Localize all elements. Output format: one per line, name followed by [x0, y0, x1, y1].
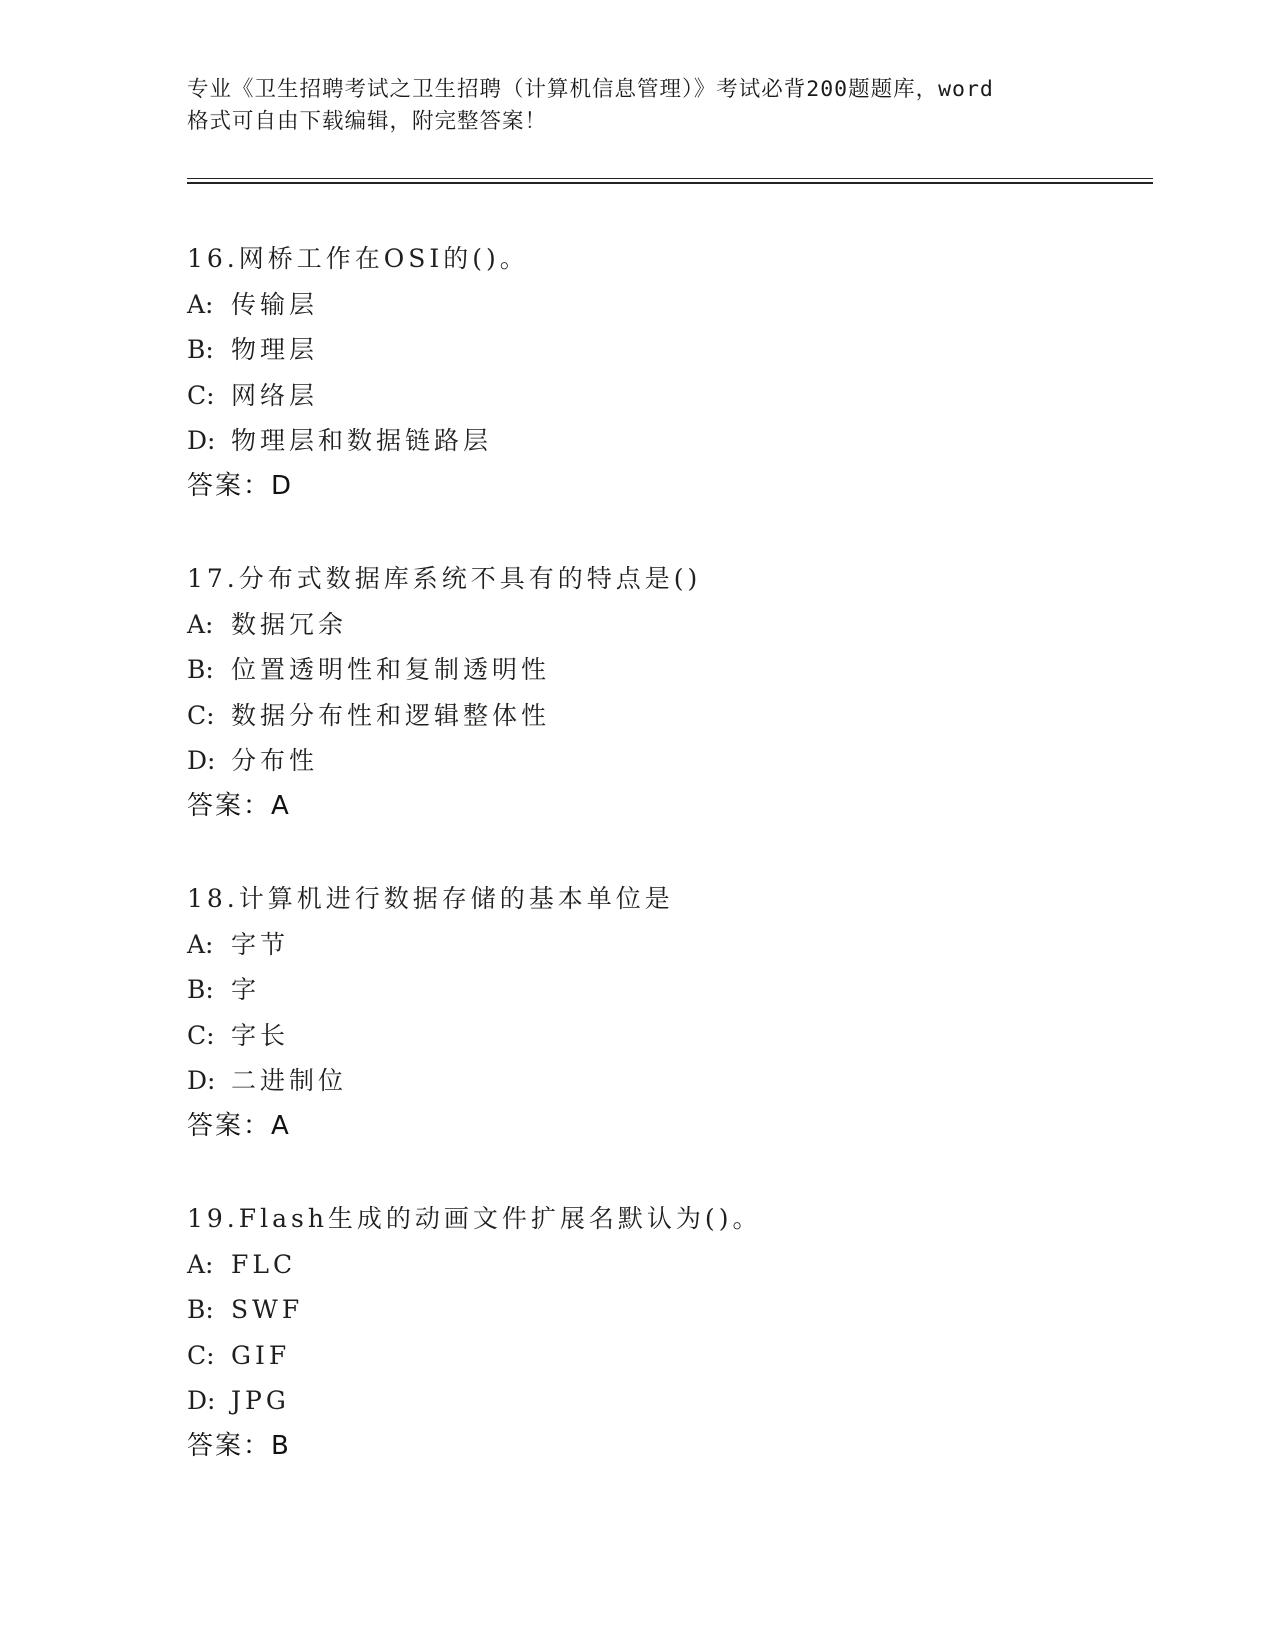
option-label: A:: [187, 929, 214, 959]
answer-line: 答案：B: [187, 1430, 291, 1461]
option-text: 字长: [231, 1020, 290, 1050]
option-d: [187, 1378, 1147, 1424]
option-a: [187, 602, 1147, 648]
option-label: C:: [187, 1020, 215, 1050]
question-block: [187, 556, 1147, 829]
option-label: B:: [187, 975, 214, 1004]
option-b: [187, 327, 1147, 373]
header-divider-top: [187, 178, 1153, 179]
question-block: [187, 236, 1147, 509]
option-b: [187, 967, 1147, 1013]
option-label: A:: [187, 1249, 214, 1279]
option-text: FLC: [231, 1249, 297, 1279]
option-c: [187, 1013, 1147, 1059]
question-block: [187, 876, 1147, 1149]
option-text: JPG: [231, 1386, 290, 1415]
option-label: B:: [187, 1295, 214, 1324]
option-label: A:: [187, 609, 214, 639]
option-label: D:: [187, 426, 216, 455]
option-label: B:: [187, 655, 214, 684]
option-label: D:: [187, 746, 216, 775]
question-stem: 17.分布式数据库系统不具有的特点是(): [187, 564, 702, 593]
option-d: [187, 1058, 1147, 1104]
answer-line: 答案：A: [187, 1110, 291, 1141]
option-text: 物理层: [231, 335, 319, 364]
document-header: [187, 74, 1097, 138]
header-line-1: 专业《卫生招聘考试之卫生招聘（计算机信息管理）》考试必背200题题库，word: [187, 77, 994, 102]
option-text: SWF: [231, 1295, 304, 1324]
option-text: 字: [231, 975, 261, 1004]
option-text: 数据分布性和逻辑整体性: [231, 700, 551, 730]
option-d: [187, 418, 1147, 464]
option-label: C:: [187, 700, 215, 730]
question-stem: 16.网桥工作在OSI的()。: [187, 244, 529, 273]
option-text: 位置透明性和复制透明性: [231, 655, 551, 684]
option-d: [187, 738, 1147, 784]
option-text: 二进制位: [231, 1066, 348, 1095]
option-text: 字节: [231, 929, 290, 959]
option-b: [187, 647, 1147, 693]
header-divider-bottom: [187, 182, 1153, 184]
option-label: B:: [187, 335, 214, 364]
option-label: D:: [187, 1066, 216, 1095]
option-c: [187, 373, 1147, 419]
option-c: [187, 693, 1147, 739]
option-label: D:: [187, 1386, 216, 1415]
option-label: C:: [187, 1340, 215, 1370]
option-b: [187, 1287, 1147, 1333]
option-a: [187, 1242, 1147, 1288]
option-label: C:: [187, 380, 215, 410]
option-c: [187, 1333, 1147, 1379]
option-text: 数据冗余: [231, 609, 348, 639]
option-text: 物理层和数据链路层: [231, 426, 493, 455]
question-stem: 19.Flash生成的动画文件扩展名默认为()。: [187, 1204, 762, 1233]
option-a: [187, 922, 1147, 968]
question-stem: 18.计算机进行数据存储的基本单位是: [187, 884, 674, 913]
question-block: [187, 1196, 1147, 1469]
option-a: [187, 282, 1147, 328]
option-text: 分布性: [231, 746, 319, 775]
answer-line: 答案：D: [187, 470, 294, 501]
option-text: GIF: [231, 1340, 291, 1370]
option-text: 传输层: [231, 289, 319, 319]
answer-line: 答案：A: [187, 790, 291, 821]
header-line-2: 格式可自由下载编辑，附完整答案！: [187, 109, 548, 134]
option-label: A:: [187, 289, 214, 319]
option-text: 网络层: [231, 380, 319, 410]
